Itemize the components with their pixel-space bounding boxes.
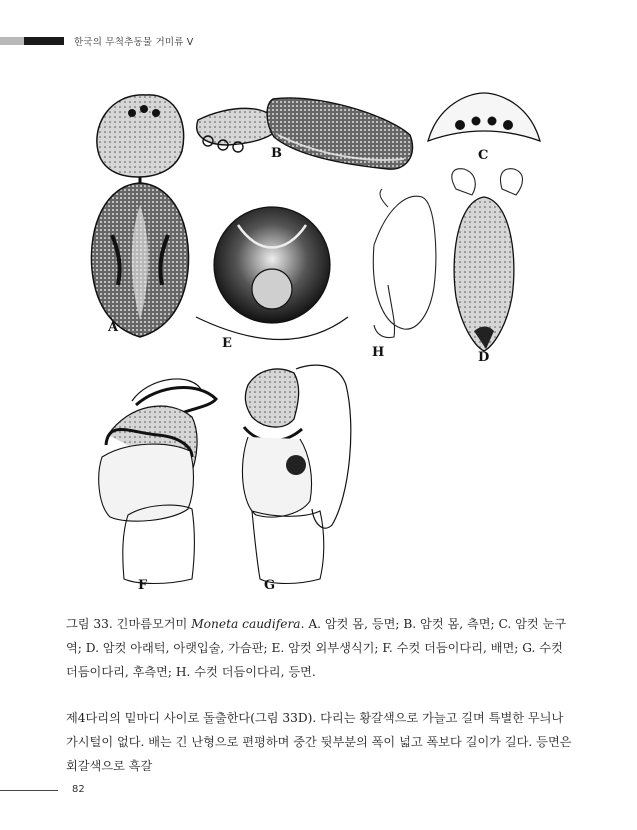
footer-rule [0, 790, 58, 791]
label-f: F [138, 578, 148, 593]
running-title: 한국의 무척추동물 거미류 V [74, 37, 194, 48]
figure-c-eye-region [428, 93, 540, 141]
figure-d-sternum [452, 169, 523, 351]
label-h: H [372, 345, 385, 360]
label-e: E [222, 336, 232, 351]
figure-g-palp-retrolateral [242, 365, 350, 583]
page-number: 82 [72, 784, 85, 795]
body-paragraph: 제4다리의 밑마디 사이로 돌출한다(그림 33D). 다리는 황갈색으로 가늘고 길며 특별한 무늬나 가시털이 없다. 배는 긴 난형으로 편평하며 중간 뒷부분의 폭이 넓고 폭보다 길이가 길다. 등면은 회갈색으로 흑갈 [66, 711, 572, 773]
header-bar-black [24, 37, 64, 45]
label-g: G [264, 578, 276, 593]
figure-caption [66, 612, 572, 684]
caption-scientific-name: Moneta caudifera [191, 617, 301, 631]
caption-prefix: 그림 33. 긴마름모거미 [66, 617, 192, 631]
caption-text: . A. 암컷 몸, 등면; B. 암컷 몸, 측면; C. 암컷 눈구역; D. 암컷 아래턱, 아랫입술, 가슴판; E. 암컷 외부생식기; F. 수컷 더듬이다리, 배면; G. 수컷 더듬이다리, 후측면; H. 수컷 더듬이다리, 등면. [66, 617, 567, 679]
label-c: C [478, 148, 489, 163]
figure-f-palp-ventral [99, 379, 216, 584]
header-bar-gray [0, 37, 24, 45]
figure-e-epigynum [196, 207, 348, 340]
figure-plate [88, 85, 560, 595]
figure-a-female-dorsal [91, 95, 188, 337]
figure-b-female-lateral [197, 98, 413, 169]
label-d: D [478, 350, 490, 365]
figure-h-palp-dorsal [373, 189, 436, 338]
label-a: A [108, 320, 119, 335]
label-b: B [271, 146, 282, 161]
